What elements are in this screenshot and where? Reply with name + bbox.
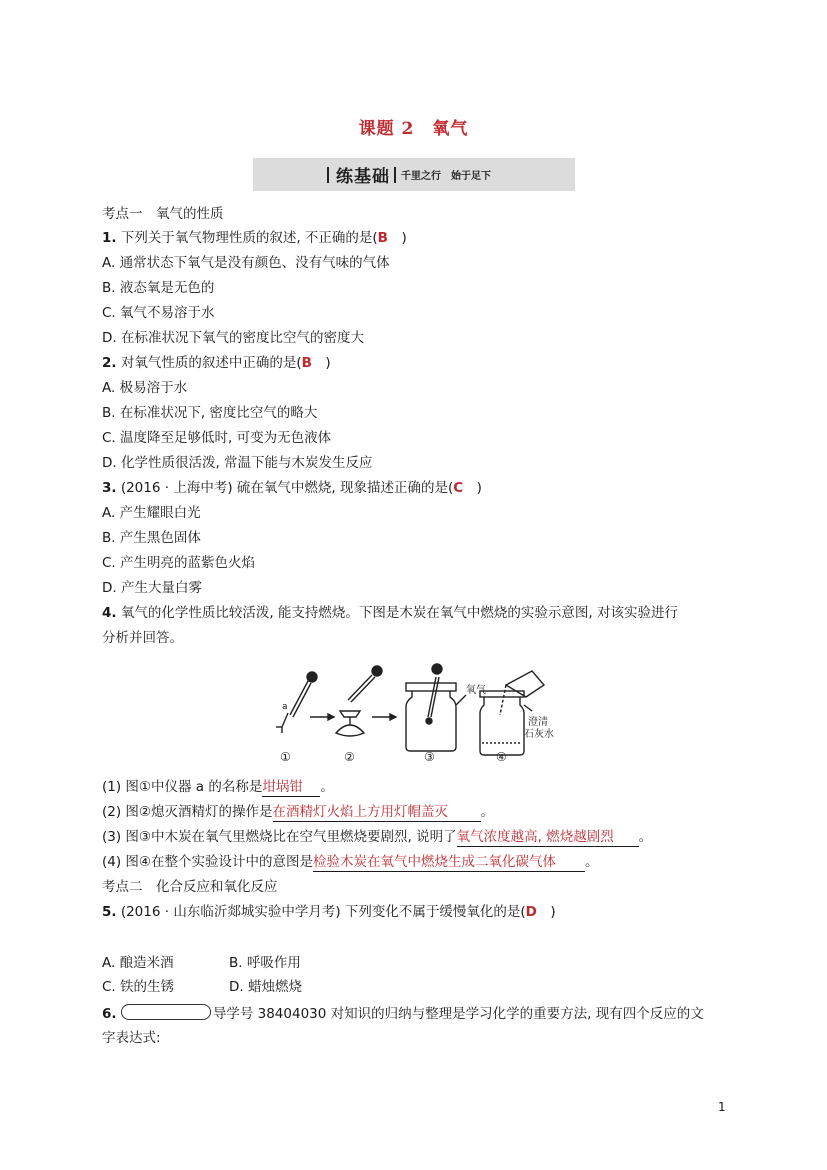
section-heading-1: 考点一 氧气的性质 [102, 206, 224, 222]
question-close: ) [536, 904, 556, 920]
sub-question-3 [102, 827, 652, 847]
option: C. 温度降至足够低时, 可变为无色液体 [102, 430, 332, 446]
label-limewater-1: 澄清 [528, 717, 548, 728]
sub-question-end: 。 [585, 854, 599, 870]
question-2 [102, 353, 331, 373]
oxygen-jar-icon [406, 664, 466, 751]
answer-blank: 检验木炭在氧气中燃烧生成二氧化碳气体 [313, 854, 585, 872]
section-heading-2: 考点二 化合反应和氧化反应 [102, 879, 278, 895]
answer-blank: 在酒精灯火焰上方用灯帽盖灭 [273, 804, 481, 822]
sub-question-end: 。 [320, 779, 334, 795]
experiment-figure [270, 655, 560, 767]
sub-question-2 [102, 802, 494, 822]
sub-question-end: 。 [480, 804, 495, 820]
sub-question-text: (3) 图③中木炭在氧气里燃烧比在空气里燃烧要剧烈, 说明了 [102, 829, 457, 845]
question-text: 对氧气性质的叙述中正确的是( [116, 355, 302, 371]
sub-question-text: (1) 图①中仪器 a 的名称是 [102, 779, 263, 795]
question-number: 2. [102, 355, 117, 371]
limewater-jar-icon [480, 671, 544, 755]
step-label: ③ [424, 750, 435, 764]
answer: B [377, 230, 388, 246]
answer-blank: 氧气浓度越高, 燃烧越剧烈 [457, 829, 639, 847]
question-3 [102, 478, 482, 498]
answer-blank: 坩埚钳 [262, 779, 320, 797]
label-a: a [282, 702, 288, 712]
question-5 [102, 902, 556, 922]
label-limewater-2: 石灰水 [524, 729, 554, 740]
question-close: ) [387, 230, 407, 246]
option: B. 液态氧是无色的 [102, 280, 215, 296]
option: B. 在标准状况下, 密度比空气的略大 [102, 405, 318, 421]
step-label: ④ [496, 750, 507, 764]
question-text: (2016 · 上海中考) 硫在氧气中燃烧, 现象描述正确的是( [116, 480, 454, 496]
question-number: 4. [102, 605, 117, 621]
question-text: (2016 · 山东临沂郯城实验中学月考) 下列变化不属于缓慢氧化的是( [116, 904, 526, 920]
question-number: 3. [102, 480, 117, 496]
question-close: ) [311, 355, 331, 371]
banner-sub-text: 千里之行 始于足下 [401, 171, 491, 182]
page-number: 1 [718, 1100, 726, 1114]
question-close: ) [463, 480, 482, 496]
question-text-cont: 分析并回答。 [102, 630, 183, 646]
option: A. 极易溶于水 [102, 380, 188, 396]
option: C. 氧气不易溶于水 [102, 305, 215, 321]
question-1 [102, 228, 407, 248]
banner-main-text: 练基础 [336, 167, 390, 187]
sub-question-end: 。 [638, 829, 653, 845]
label-oxygen: 氧气 [466, 685, 486, 696]
banner-divider [394, 167, 396, 183]
option: D. 化学性质很活泼, 常温下能与木炭发生反应 [102, 455, 373, 471]
page-title: 课题 2 氧气 [358, 119, 469, 139]
option: A. 通常状态下氧气是没有颜色、没有气味的气体 [102, 255, 390, 271]
step-label: ② [344, 750, 355, 764]
question-text: 下列关于氧气物理性质的叙述, 不正确的是( [116, 230, 378, 246]
question-number: 1. [102, 230, 117, 246]
question-6 [102, 1004, 704, 1024]
alcohol-lamp-icon [336, 666, 382, 736]
step-label: ① [280, 750, 291, 764]
option: B. 产生黑色固体 [102, 530, 201, 546]
sub-question-1 [102, 777, 334, 797]
question-number: 6. [102, 1006, 117, 1022]
option: C. 铁的生锈 [102, 979, 175, 995]
banner-divider [327, 167, 329, 183]
guide-badge-icon [121, 1004, 211, 1020]
option: A. 产生耀眼白光 [102, 505, 201, 521]
question-number: 5. [102, 904, 117, 920]
answer: B [301, 355, 312, 371]
sub-question-text: (4) 图④在整个实验设计中的意图是 [102, 854, 314, 870]
option: C. 产生明亮的蓝紫色火焰 [102, 555, 256, 571]
answer: C [453, 480, 464, 496]
option: B. 呼吸作用 [229, 955, 301, 971]
question-4 [102, 603, 678, 623]
option: D. 在标准状况下氧气的密度比空气的密度大 [102, 330, 364, 346]
option: D. 蜡烛燃烧 [229, 979, 302, 995]
answer: D [525, 904, 537, 920]
section-banner [253, 158, 575, 191]
question-text: 氧气的化学性质比较活泼, 能支持燃烧。下图是木炭在氧气中燃烧的实验示意图, 对该实验进行 [116, 605, 678, 621]
sub-question-4 [102, 852, 599, 872]
option: D. 产生大量白雾 [102, 580, 202, 596]
question-text: 导学号 38404030 对知识的归纳与整理是学习化学的重要方法, 现有四个反应的文 [212, 1006, 704, 1022]
sub-question-text: (2) 图②熄灭酒精灯的操作是 [102, 804, 273, 820]
option: A. 酿造米酒 [102, 955, 174, 971]
question-text-cont: 字表达式: [102, 1030, 161, 1046]
